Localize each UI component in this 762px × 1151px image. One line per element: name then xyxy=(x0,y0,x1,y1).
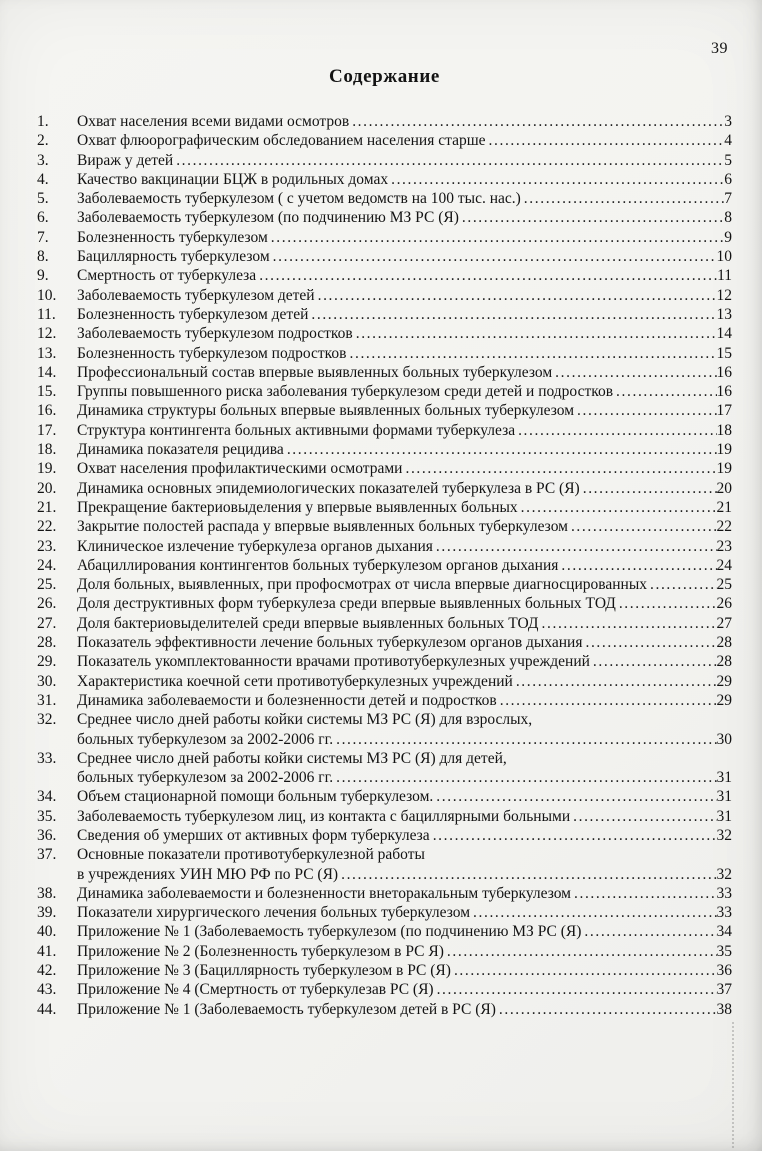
dot-leader xyxy=(647,575,717,594)
toc-item-number: 32. xyxy=(37,711,57,729)
toc-item-text: больных туберкулезом за 2002-2006 гг. xyxy=(77,730,334,748)
dot-leader xyxy=(470,903,716,922)
toc-item-text: Динамика структуры больных впервые выявленных больных туберкулезом xyxy=(77,402,575,420)
toc-item-number: 36. xyxy=(37,826,57,844)
toc-item-text: Заболеваемость туберкулезом подростков xyxy=(77,325,353,343)
toc-item-page: 7 xyxy=(724,190,732,208)
toc-item-page: 17 xyxy=(716,402,732,420)
dot-leader xyxy=(539,614,717,633)
toc-item-page: 28 xyxy=(716,634,732,652)
toc-item-page: 29 xyxy=(716,691,732,709)
toc-item xyxy=(37,498,732,517)
toc-item-page: 16 xyxy=(716,383,732,401)
toc-item-text: Болезненность туберкулезом детей xyxy=(77,305,309,323)
dot-leader xyxy=(515,421,716,440)
dot-leader xyxy=(353,324,717,343)
toc-item-page: 19 xyxy=(716,441,732,459)
dot-leader xyxy=(333,730,716,749)
toc-item xyxy=(37,228,732,247)
toc-item-number: 15. xyxy=(37,383,57,401)
toc-item-text: Группы повышенного риска заболевания туберкулезом среди детей и подростков xyxy=(77,383,614,401)
toc-item-number: 34. xyxy=(37,788,57,806)
toc-item-page: 31 xyxy=(716,807,732,825)
toc-item xyxy=(37,421,732,440)
toc-item xyxy=(37,170,732,189)
toc-item-text: Качество вакцинации БЦЖ в родильных домах xyxy=(77,170,389,188)
dot-leader xyxy=(433,787,716,806)
dot-leader xyxy=(590,652,717,671)
toc-list xyxy=(37,112,732,1019)
toc-item xyxy=(37,922,732,941)
dot-leader xyxy=(256,266,717,285)
toc-item-text: Закрытие полостей распада у впервые выявленных больных туберкулезом xyxy=(77,518,568,536)
toc-item-number: 16. xyxy=(37,402,57,420)
toc-item-page: 32 xyxy=(716,865,732,883)
toc-item-text: Абациллирования контингентов больных туберкулезом органов дыхания xyxy=(77,556,559,574)
toc-item-text: Прекращение бактериовыделения у впервые выявленных больных xyxy=(77,498,518,516)
toc-item-page: 21 xyxy=(716,498,732,516)
toc-item-number: 21. xyxy=(37,498,57,516)
dot-leader xyxy=(349,112,724,131)
page-number: 39 xyxy=(711,40,728,57)
toc-item-number: 1. xyxy=(37,113,49,130)
toc-item-number: 17. xyxy=(37,421,57,439)
dot-leader xyxy=(308,305,716,324)
toc-item xyxy=(37,131,732,150)
toc-item-page: 38 xyxy=(716,1000,732,1018)
toc-item-page: 15 xyxy=(716,344,732,362)
toc-item-text: Доля бактериовыделителей среди впервые выявленных больных ТОД xyxy=(77,614,539,632)
toc-item-number: 38. xyxy=(37,884,57,902)
toc-item-text: Заболеваемость туберкулезом ( с учетом ведомств на 100 тыс. нас.) xyxy=(77,190,521,208)
toc-item-text: Динамика основных эпидемиологических показателей туберкулеза в РС (Я) xyxy=(77,479,580,497)
toc-item-text: Доля больных, выявленных, при профосмотрах от числа впервые диагносцированных xyxy=(77,576,647,594)
toc-item-page: 3 xyxy=(724,113,732,130)
toc-item xyxy=(37,652,732,671)
toc-item-number: 29. xyxy=(37,653,57,671)
dot-leader xyxy=(613,382,716,401)
toc-item-page: 27 xyxy=(716,614,732,632)
dot-leader xyxy=(444,942,717,961)
toc-item-page: 36 xyxy=(716,962,732,980)
toc-item xyxy=(37,614,732,633)
dot-leader xyxy=(570,807,716,826)
toc-item xyxy=(37,401,732,420)
toc-item-page: 9 xyxy=(724,228,732,246)
dot-leader xyxy=(173,151,724,170)
toc-item-text: Профессиональный состав впервые выявленных больных туберкулезом xyxy=(77,363,553,381)
toc-item xyxy=(37,787,732,806)
dot-leader xyxy=(571,884,717,903)
toc-item-text: Заболеваемость туберкулезом лиц, из контакта с бациллярными больными xyxy=(77,807,571,825)
toc-item-text: Приложение № 4 (Смертность от туберкулезав РС (Я) xyxy=(77,981,434,999)
toc-item-page: 37 xyxy=(716,981,732,999)
toc-item-page: 20 xyxy=(716,479,732,497)
toc-item-text: Вираж у детей xyxy=(77,151,174,169)
dot-leader xyxy=(518,498,717,517)
toc-item xyxy=(37,305,732,324)
dot-leader xyxy=(451,961,717,980)
toc-item-page: 34 xyxy=(716,923,732,941)
dot-leader xyxy=(284,440,717,459)
toc-item xyxy=(37,517,732,536)
dot-leader xyxy=(497,691,717,710)
toc-item-page: 24 xyxy=(716,556,732,574)
toc-item xyxy=(37,382,732,401)
toc-item-text: Болезненность туберкулезом xyxy=(77,228,268,246)
toc-item-text: Доля деструктивных форм туберкулеза среди впервые выявленных больных ТОД xyxy=(77,595,616,613)
dot-leader xyxy=(388,170,724,189)
toc-item-text: Приложение № 2 (Болезненность туберкулезом в РС Я) xyxy=(77,942,444,960)
toc-item-page: 33 xyxy=(716,904,732,922)
toc-item xyxy=(37,710,732,749)
dot-leader xyxy=(333,768,716,787)
toc-item xyxy=(37,459,732,478)
toc-item-number: 44. xyxy=(37,1000,57,1018)
toc-item xyxy=(37,594,732,613)
page-title: Содержание xyxy=(329,66,440,87)
dot-leader xyxy=(347,344,717,363)
toc-item-text: Динамика заболеваемости и болезненности внеторакальным туберкулезом xyxy=(77,884,571,902)
toc-item xyxy=(37,537,732,556)
dot-leader xyxy=(552,363,716,382)
toc-item xyxy=(37,961,732,980)
toc-item-number: 42. xyxy=(37,962,57,980)
toc-item-number: 5. xyxy=(37,190,49,208)
dot-leader xyxy=(574,401,716,420)
toc-item xyxy=(37,247,732,266)
toc-item-number: 7. xyxy=(37,228,49,246)
toc-item-text: Заболеваемость туберкулезом детей xyxy=(77,286,315,304)
toc-item-text: Среднее число дней работы койки системы МЗ РС (Я) для детей, xyxy=(77,749,507,767)
toc-item-page: 28 xyxy=(716,653,732,671)
toc-item xyxy=(37,691,732,710)
toc-item-number: 13. xyxy=(37,344,57,362)
toc-item-page: 13 xyxy=(716,305,732,323)
toc-item-page: 10 xyxy=(716,248,732,266)
dot-leader xyxy=(270,247,717,266)
toc-item-number: 6. xyxy=(37,209,49,227)
toc-item-text: Сведения об умерших от активных форм туберкулеза xyxy=(77,826,430,844)
toc-item-number: 33. xyxy=(37,749,57,767)
toc-item-number: 41. xyxy=(37,942,57,960)
dot-leader xyxy=(582,633,716,652)
toc-item-number: 9. xyxy=(37,267,49,285)
toc-item-page: 22 xyxy=(716,518,732,536)
toc-item-number: 27. xyxy=(37,614,57,632)
toc-item-text: Основные показатели противотуберкулезной работы xyxy=(77,846,425,864)
toc-item-number: 35. xyxy=(37,807,57,825)
toc-item-page: 11 xyxy=(717,267,732,285)
toc-item-page: 29 xyxy=(716,672,732,690)
toc-item-page: 6 xyxy=(724,170,732,188)
toc-item-page: 31 xyxy=(716,788,732,806)
dot-leader xyxy=(496,1000,717,1019)
toc-item xyxy=(37,112,732,131)
toc-item-number: 23. xyxy=(37,537,57,555)
dot-leader xyxy=(459,208,724,227)
toc-item xyxy=(37,884,732,903)
toc-item-number: 8. xyxy=(37,248,49,266)
toc-item-text: Динамика заболеваемости и болезненности детей и подростков xyxy=(77,691,497,709)
toc-item-number: 30. xyxy=(37,672,57,690)
toc-item xyxy=(37,942,732,961)
toc-item-text: Динамика показателя рецидива xyxy=(77,441,284,459)
dot-leader xyxy=(268,228,724,247)
dot-leader xyxy=(521,189,724,208)
toc-item-page: 14 xyxy=(716,325,732,343)
toc-item-text: Показатель укомплектованности врачами противотуберкулезных учреждений xyxy=(77,653,590,671)
toc-item-number: 4. xyxy=(37,170,49,188)
toc-item xyxy=(37,208,732,227)
toc-item-number: 31. xyxy=(37,691,57,709)
toc-item-number: 22. xyxy=(37,518,57,536)
dot-leader xyxy=(338,865,716,884)
toc-item-number: 24. xyxy=(37,556,57,574)
toc-item xyxy=(37,189,732,208)
toc-item-number: 3. xyxy=(37,151,49,169)
dot-leader xyxy=(616,594,717,613)
toc-item xyxy=(37,324,732,343)
toc-item-text: Охват флюорографическим обследованием населения старше xyxy=(77,132,486,150)
toc-item-number: 14. xyxy=(37,363,57,381)
toc-item-text: Среднее число дней работы койки системы МЗ РС (Я) для взрослых, xyxy=(77,711,533,729)
toc-item-text: Клиническое излечение туберкулеза органов дыхания xyxy=(77,537,433,555)
dot-leader xyxy=(513,672,717,691)
toc-item-text: Охват населения всеми видами осмотров xyxy=(77,113,350,130)
toc-item-text: больных туберкулезом за 2002-2006 гг. xyxy=(77,769,334,787)
toc-item xyxy=(37,286,732,305)
toc-item-page: 30 xyxy=(716,730,732,748)
toc-item-number: 25. xyxy=(37,576,57,594)
toc-item-page: 26 xyxy=(716,595,732,613)
toc-item xyxy=(37,980,732,999)
dot-leader xyxy=(430,826,717,845)
dot-leader xyxy=(433,537,717,556)
toc-item-page: 16 xyxy=(716,363,732,381)
toc-item-page: 8 xyxy=(724,209,732,227)
toc-item xyxy=(37,672,732,691)
dot-leader xyxy=(486,131,725,150)
toc-item-page: 18 xyxy=(716,421,732,439)
toc-item-text: Приложение № 1 (Заболеваемость туберкулезом детей в РС (Я) xyxy=(77,1000,496,1018)
toc-item-page: 25 xyxy=(716,576,732,594)
toc-item-page: 35 xyxy=(716,942,732,960)
toc-item-page: 12 xyxy=(716,286,732,304)
toc-item-page: 31 xyxy=(716,769,732,787)
toc-item xyxy=(37,440,732,459)
dot-leader xyxy=(315,286,717,305)
toc-item xyxy=(37,575,732,594)
toc-item-number: 18. xyxy=(37,441,57,459)
toc-item-text: Болезненность туберкулезом подростков xyxy=(77,344,347,362)
toc-item xyxy=(37,845,732,884)
scan-artifact xyxy=(732,1022,734,1148)
toc-item xyxy=(37,363,732,382)
toc-item xyxy=(37,807,732,826)
toc-item-page: 32 xyxy=(716,826,732,844)
toc-item xyxy=(37,1000,732,1019)
toc-item-text: Показатели хирургического лечения больных туберкулезом xyxy=(77,904,471,922)
toc-item xyxy=(37,151,732,170)
toc-item-text: в учреждениях УИН МЮ РФ по РС (Я) xyxy=(77,865,339,883)
toc-item xyxy=(37,266,732,285)
toc-item-number: 12. xyxy=(37,325,57,343)
toc-item-number: 19. xyxy=(37,460,57,478)
toc-item-page: 4 xyxy=(724,132,732,150)
toc-item-number: 20. xyxy=(37,479,57,497)
toc-item xyxy=(37,479,732,498)
toc-item-number: 11. xyxy=(37,305,56,323)
toc-item-text: Охват населения профилактическими осмотрами xyxy=(77,460,403,478)
dot-leader xyxy=(434,980,717,999)
toc-item xyxy=(37,903,732,922)
toc-item-text: Объем стационарной помощи больным туберкулезом. xyxy=(77,788,434,806)
toc-item-number: 37. xyxy=(37,846,57,864)
toc-item-page: 5 xyxy=(724,151,732,169)
toc-item-number: 10. xyxy=(37,286,57,304)
toc-item-text: Приложение № 1 (Заболеваемость туберкулезом (по подчинению МЗ РС (Я) xyxy=(77,923,582,941)
dot-leader xyxy=(568,517,717,536)
toc-item xyxy=(37,826,732,845)
toc-item-number: 40. xyxy=(37,923,57,941)
toc-item-page: 23 xyxy=(716,537,732,555)
toc-item-page: 33 xyxy=(716,884,732,902)
dot-leader xyxy=(580,479,717,498)
dot-leader xyxy=(402,459,716,478)
toc-item xyxy=(37,749,732,788)
toc-item-number: 39. xyxy=(37,904,57,922)
toc-item-text: Бациллярность туберкулезом xyxy=(77,248,270,266)
toc-item-text: Показатель эффективности лечение больных туберкулезом органов дыхания xyxy=(77,634,583,652)
toc-item-text: Структура контингента больных активными формами туберкулеза xyxy=(77,421,516,439)
toc-item xyxy=(37,556,732,575)
toc-item xyxy=(37,344,732,363)
toc-item-page: 19 xyxy=(716,460,732,478)
toc-item-text: Смертность от туберкулеза xyxy=(77,267,257,285)
toc-item xyxy=(37,633,732,652)
toc-item-number: 43. xyxy=(37,981,57,999)
toc-item-number: 26. xyxy=(37,595,57,613)
toc-item-number: 28. xyxy=(37,634,57,652)
toc-item-text: Заболеваемость туберкулезом (по подчинению МЗ РС (Я) xyxy=(77,209,459,227)
toc-item-text: Приложение № 3 (Бациллярность туберкулезом в РС (Я) xyxy=(77,962,451,980)
dot-leader xyxy=(581,922,716,941)
toc-item-text: Характеристика коечной сети противотуберкулезных учреждений xyxy=(77,672,513,690)
dot-leader xyxy=(558,556,716,575)
toc-item-number: 2. xyxy=(37,132,49,150)
